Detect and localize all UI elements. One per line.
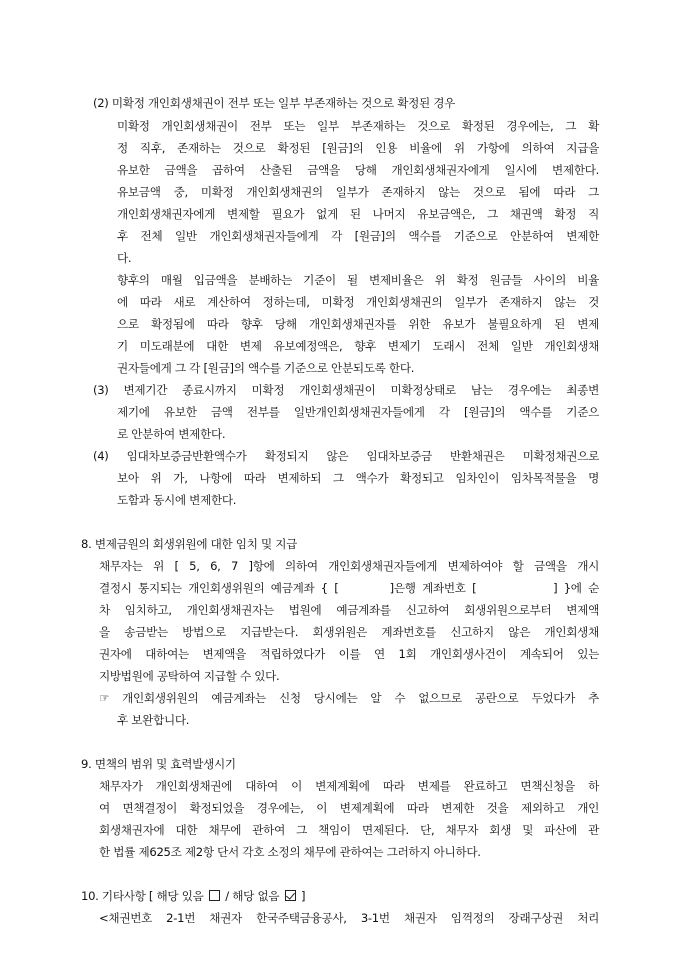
section-9-line: 회생채권자에 대한 채무에 관하여 그 책임이 면제된다. 단, 채무자 회생 및 파산에 관 <box>99 823 599 837</box>
section-9-line: 채무자가 개인회생채권에 대하여 이 변제계획에 따라 변제를 완료하고 면책신청을 하 <box>99 779 599 793</box>
section-10-heading-text: 10. 기타사항 [ 해당 있음 <box>81 889 204 903</box>
section-2-para1-line: 미확정 개인회생채권이 전부 또는 일부 부존재하는 것으로 확정된 경우에는, 그 확 <box>117 119 599 133</box>
section-2-para2-line: 권자들에게 그 각 [원금]의 액수를 기준으로 안분되도록 한다. <box>117 361 415 375</box>
section-9-line: 여 면책결정이 확정되었을 경우에는, 이 변제계획에 따라 변제한 것을 제외하고 개인 <box>99 801 599 815</box>
section-2-heading: (2) 미확정 개인회생채권이 전부 또는 일부 부존재하는 것으로 확정된 경우 <box>93 96 456 110</box>
section-8-line: 결정시 통지되는 개인회생위원의 예금계좌 { [ ]은행 계좌번호 [ ] }에 순 <box>99 581 599 595</box>
section-8-line: 권자에 대하여는 변제액을 적립하였다가 이를 연 1회 개인회생사건이 계속되어 있는 <box>99 647 599 661</box>
section-8-heading: 8. 변제금원의 회생위원에 대한 임치 및 지급 <box>81 537 298 551</box>
section-10-heading-text: / 해당 없음 <box>225 889 280 903</box>
section-8-line: 차 임치하고, 개인회생채권자는 법원에 예금계좌를 신고하여 회생위원으로부터 변제액 <box>99 603 599 617</box>
section-2-para2-line: 으로 확정됨에 따라 향후 당해 개인회생채권자를 위한 유보가 불필요하게 된 변제 <box>117 317 599 331</box>
section-2-para2-line: 기 미도래분에 대한 변제 유보예정액은, 향후 변제기 도래시 전체 일반 개인회생채 <box>117 339 599 353</box>
section-10-heading-text: ] <box>301 889 306 903</box>
section-8-note-line: 후 보완합니다. <box>117 713 190 727</box>
section-2-para1-line: 후 전체 일반 개인회생채권자들에게 각 [원금]의 액수를 기준으로 안분하여 변제한 <box>117 229 599 243</box>
section-10-heading <box>81 889 305 903</box>
section-8-note-line: ☞ 개인회생위원의 예금계좌는 신청 당시에는 알 수 없으므로 공란으로 두었다가 추 <box>99 691 599 705</box>
section-2-para1-line: 개인회생채권자에게 변제할 필요가 없게 된 나머지 유보금액은, 그 채권액 확정 직 <box>117 207 599 221</box>
section-3-line: 로 안분하여 변제한다. <box>117 427 226 441</box>
section-8-line: 을 송금받는 방법으로 지급받는다. 회생위원은 계좌번호를 신고하지 않은 개인회생채 <box>99 625 599 639</box>
has-item-checkbox[interactable] <box>209 890 220 901</box>
section-2-para1-line: 다. <box>117 251 132 265</box>
section-2-para1-line: 정 직후, 존재하는 것으로 확정된 [원금]의 인용 비율에 위 가항에 의하여 지급을 <box>117 141 599 155</box>
section-3-line: 제기에 유보한 금액 전부를 일반개인회생채권자들에게 각 [원금]의 액수를 기준으 <box>117 405 599 419</box>
section-4-line: 보아 위 가, 나항에 따라 변제하되 그 액수가 확정되고 임차인이 임차목적물을 명 <box>117 471 599 485</box>
section-9-heading: 9. 면책의 범위 및 효력발생시기 <box>81 757 236 771</box>
section-8-line: 채무자는 위 [ 5, 6, 7 ]항에 의하여 개인회생채권자들에게 변제하여야 할 금액을 개시 <box>99 559 599 573</box>
section-2-para2-line: 향후의 매월 입금액을 분배하는 기준이 될 변제비율은 위 확정 원금들 사이의 비율 <box>117 273 599 287</box>
section-8-line: 지방법원에 공탁하여 지급할 수 있다. <box>99 669 280 683</box>
section-3-line: (3) 변제기간 종료시까지 미확정 개인회생채권이 미확정상태로 남는 경우에는 최종변 <box>93 383 599 397</box>
section-4-line: 도함과 동시에 변제한다. <box>117 493 237 507</box>
no-item-checkbox[interactable] <box>285 890 296 901</box>
section-9-line: 한 법률 제625조 제2항 단서 각호 소정의 채무에 관하여는 그러하지 아니하다. <box>99 845 481 859</box>
section-2-para1-line: 유보금액 중, 미확정 개인회생채권의 일부가 존재하지 않는 것으로 됨에 따라 그 <box>117 185 599 199</box>
section-4-line: (4) 임대차보증금반환액수가 확정되지 않은 임대차보증금 반환채권은 미확정채권으로 <box>93 449 599 463</box>
section-2-para1-line: 유보한 금액을 곱하여 산출된 금액을 당해 개인회생채권자에게 일시에 변제한다. <box>117 163 599 177</box>
section-10-line: <채권번호 2-1번 채권자 한국주택금융공사, 3-1번 채권자 임꺽정의 장래구상권 처리 <box>99 911 599 925</box>
section-2-para2-line: 에 따라 새로 계산하여 정하는데, 미확정 개인회생채권의 일부가 존재하지 않는 것 <box>117 295 599 309</box>
